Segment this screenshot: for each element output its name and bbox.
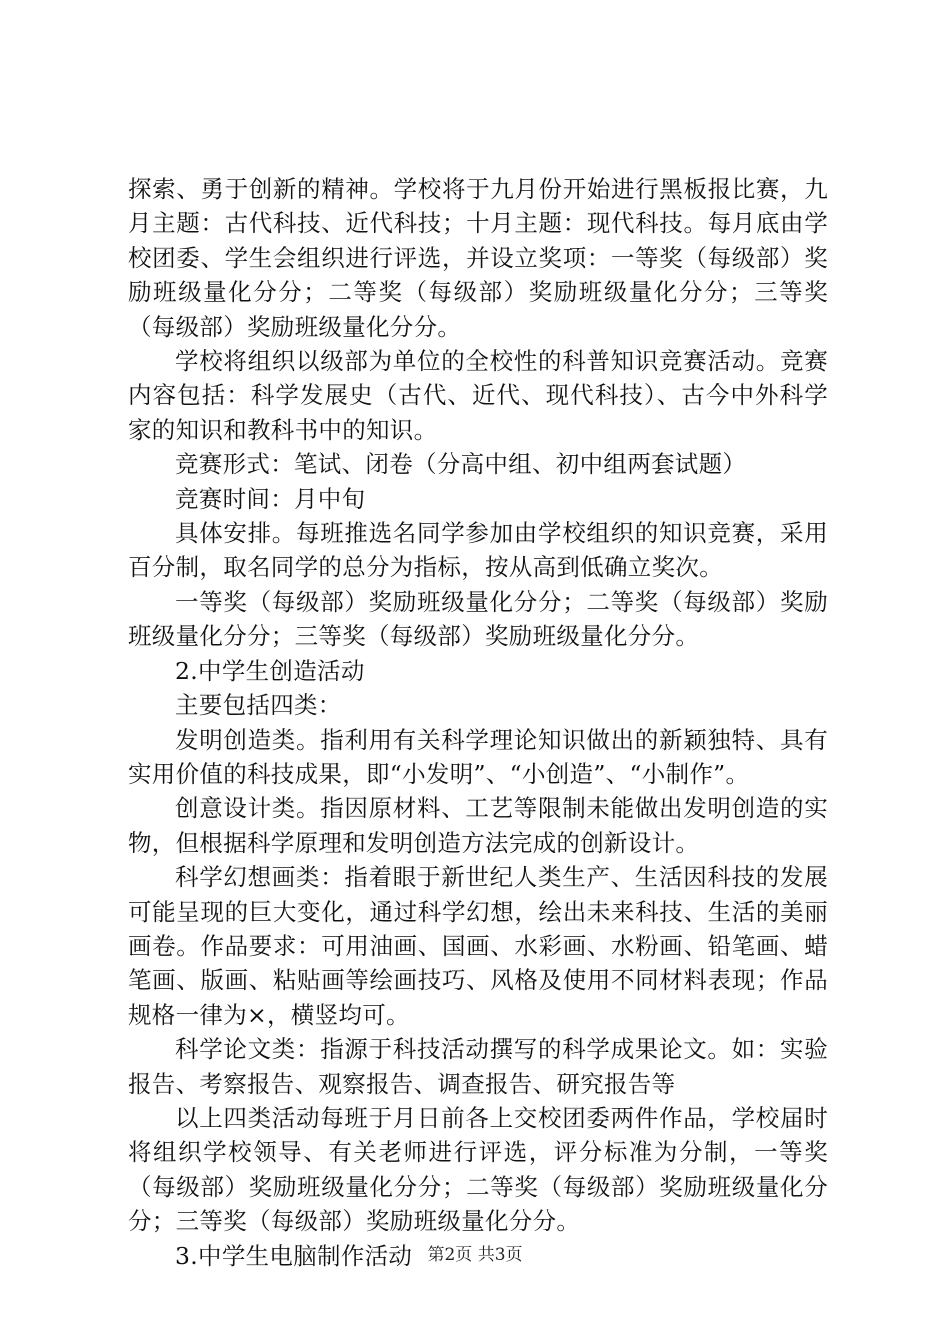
paragraph-science-fantasy-painting: 科学幻想画类：指着眼于新世纪人类生产、生活因科技的发展可能呈现的巨大变化，通过科学幻想，绘出未来科技、生活的美丽画卷。作品要求：可用油画、国画、水彩画、水粉画、铅笔画、蜡笔画、版画、粘贴画等绘画技巧、风格及使用不同材料表现；作品规格一律为×，横竖均可。 <box>128 863 828 1029</box>
paragraph-contest-time: 竞赛时间：月中旬 <box>175 484 366 513</box>
paragraph-four-categories: 主要包括四类： <box>175 691 342 720</box>
page-footer: 第2页 共3页 <box>427 1245 523 1265</box>
paragraph-arrangement: 具体安排。每班推选名同学参加由学校组织的知识竞赛，采用百分制，取名同学的总分为指标，按从高到低确立奖次。 <box>128 519 828 582</box>
document-body <box>128 172 828 1273</box>
paragraph-contest-format: 竞赛形式：笔试、闭卷（分高中组、初中组两套试题） <box>175 450 747 479</box>
paragraph-knowledge-contest: 学校将组织以级部为单位的全校性的科普知识竞赛活动。竞赛内容包括：科学发展史（古代、近代、现代科技）、古今中外科学家的知识和教科书中的知识。 <box>128 347 828 444</box>
paragraph-blackboard-contest: 探索、勇于创新的精神。学校将于九月份开始进行黑板报比赛，九月主题：古代科技、近代科技；十月主题：现代科技。每月底由学校团委、学生会组织进行评选，并设立奖项：一等奖（每级部）奖励班级量化分分；二等奖（每级部）奖励班级量化分分；三等奖（每级部）奖励班级量化分分。 <box>128 175 828 341</box>
paragraph-awards: 一等奖（每级部）奖励班级量化分分；二等奖（每级部）奖励班级量化分分；三等奖（每级部）奖励班级量化分分。 <box>128 587 828 651</box>
paragraph-creative-design: 创意设计类。指因原材料、工艺等限制未能做出发明创造的实物，但根据科学原理和发明创造方法完成的创新设计。 <box>128 794 828 857</box>
section-heading-creation: 2.中学生创造活动 <box>175 656 365 685</box>
paragraph-invention: 发明创造类。指利用有关科学理论知识做出的新颖独特、具有实用价值的科技成果，即“小发明”、“小创造”、“小制作”。 <box>128 725 828 788</box>
paragraph-submission: 以上四类活动每班于月日前各上交校团委两件作品，学校届时将组织学校领导、有关老师进行评选，评分标准为分制，一等奖（每级部）奖励班级量化分分；二等奖（每级部）奖励班级量化分分；三等奖（每级部）奖励班级量化分分。 <box>128 1103 828 1236</box>
section-heading-computer: 3.中学生电脑制作活动 <box>175 1241 413 1270</box>
paragraph-science-paper: 科学论文类：指源于科技活动撰写的科学成果论文。如：实验报告、考察报告、观察报告、调查报告、研究报告等 <box>128 1035 828 1098</box>
